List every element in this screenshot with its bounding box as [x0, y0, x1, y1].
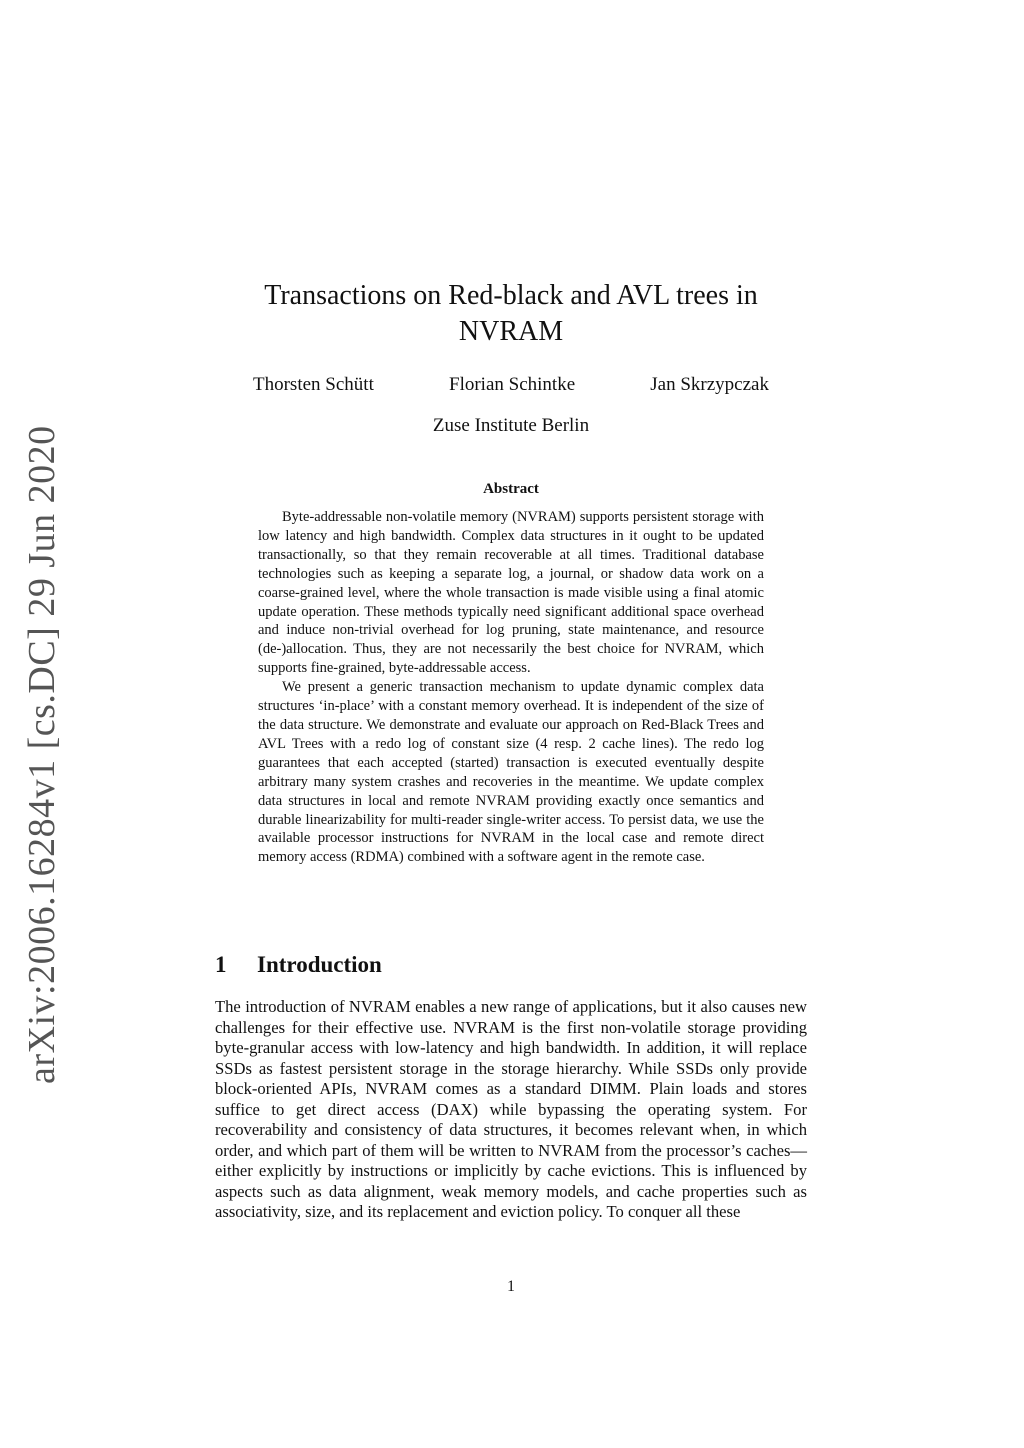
abstract-heading: Abstract	[483, 481, 539, 497]
section-heading	[215, 952, 382, 978]
abstract-body	[258, 508, 764, 867]
paper-title: Transactions on Red-black and AVL trees in NVRAM	[264, 280, 758, 347]
abstract-paragraph: We present a generic transaction mechanism to update dynamic complex data structures ‘in-place’ with a constant memory overhead. It is independent of the size of the data structure. We demonstrate and evaluate our approach on Red-Black Trees and AVL Trees with a redo log of constant size (4 resp. 2 cache lines). The redo log guarantees that each accepted (started) transaction is executed eventually despite arbitrary many system crashes and recoveries in the meantime. We update complex data structures in local and remote NVRAM providing exactly once semantics and durable linearizability for multi-reader single-writer access. To persist data, we use the available processor instructions for NVRAM in the local case and remote direct memory access (RDMA) combined with a software agent in the remote case.	[258, 679, 764, 866]
section-number: 1	[215, 952, 227, 977]
section-title: Introduction	[257, 952, 382, 977]
author-name: Jan Skrzypczak	[650, 374, 769, 395]
author-name: Thorsten Schütt	[253, 374, 374, 395]
affiliation: Zuse Institute Berlin	[432, 415, 590, 436]
page-number: 1	[507, 1278, 515, 1295]
abstract-paragraph: Byte-addressable non-volatile memory (NVRAM) supports persistent storage with low latency and high bandwidth. Complex data structures in it ought to be updated transactionally, so that they remain recoverable at all times. Traditional database technologies such as keeping a separate log, a journal, or shadow data work on a coarse-grained level, where the whole transaction is made visible using a final atomic update operation. These methods typically need significant additional space overhead and induce non-trivial overhead for log pruning, state maintenance, and resource (de-)allocation. Thus, they are not necessarily the best choice for NVRAM, which supports fine-grained, byte-addressable access.	[258, 509, 764, 677]
arxiv-identifier: arXiv:2006.16284v1 [cs.DC] 29 Jun 2020	[21, 425, 63, 1085]
body-paragraph: The introduction of NVRAM enables a new range of applications, but it also causes new challenges for their effective use. NVRAM is the first non-volatile storage providing byte-granular access with low-latency and high bandwidth. In addition, it will replace SSDs as fastest persistent storage in the storage hierarchy. While SSDs only provide block-oriented APIs, NVRAM comes as a standard DIMM. Plain loads and stores suffice to get direct access (DAX) while bypassing the operating system. For recoverability and consistency of data structures, it becomes relevant when, in which order, and which part of them will be written to NVRAM from the processor’s caches—either explicitly by instructions or implicitly by cache evictions. This is influenced by aspects such as data alignment, weak memory models, and cache properties such as associativity, size, and its replacement and eviction policy. To conquer all these	[215, 997, 807, 1221]
author-name: Florian Schintke	[449, 374, 576, 395]
author-list	[215, 374, 807, 396]
section-body	[215, 997, 807, 1223]
